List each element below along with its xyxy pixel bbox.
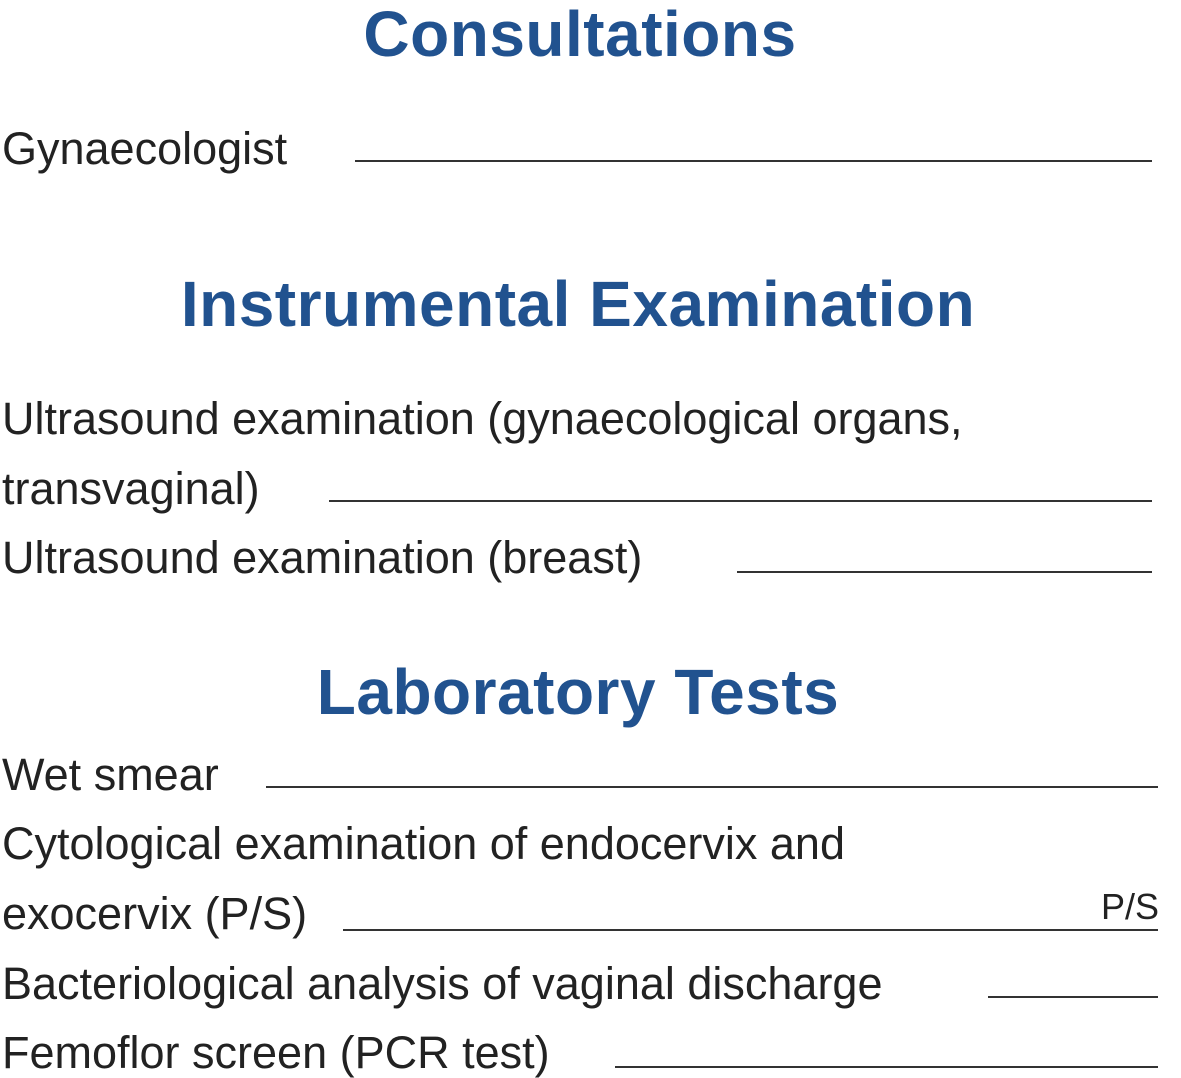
item-label-gynaecologist: Gynaecologist [2, 123, 288, 174]
blank-line-ultrasound-gynaecological[interactable] [329, 500, 1152, 502]
section-title-consultations: Consultations [363, 0, 797, 70]
item-label-wet-smear: Wet smear [2, 749, 219, 800]
item-label-bacteriological: Bacteriological analysis of vaginal discharge [2, 958, 883, 1009]
item-label-femoflor: Femoflor screen (PCR test) [2, 1027, 550, 1078]
item-label-ultrasound-gynaecological-line2: transvaginal) [2, 463, 260, 514]
blank-line-gynaecologist[interactable] [355, 160, 1152, 162]
item-label-cytological-line1: Cytological examination of endocervix and [2, 818, 845, 869]
section-title-instrumental-examination: Instrumental Examination [180, 268, 976, 340]
blank-line-wet-smear[interactable] [266, 786, 1158, 788]
section-title-laboratory-tests: Laboratory Tests [316, 656, 840, 728]
blank-line-cytological[interactable] [343, 929, 1158, 931]
blank-line-femoflor[interactable] [615, 1066, 1158, 1068]
note-ps: P/S [1101, 886, 1160, 927]
item-label-cytological-line2: exocervix (P/S) [2, 888, 308, 939]
item-label-ultrasound-breast: Ultrasound examination (breast) [2, 532, 643, 583]
blank-line-ultrasound-breast[interactable] [737, 571, 1152, 573]
blank-line-bacteriological[interactable] [988, 996, 1158, 998]
item-label-ultrasound-gynaecological-line1: Ultrasound examination (gynaecological organs, [2, 393, 963, 444]
